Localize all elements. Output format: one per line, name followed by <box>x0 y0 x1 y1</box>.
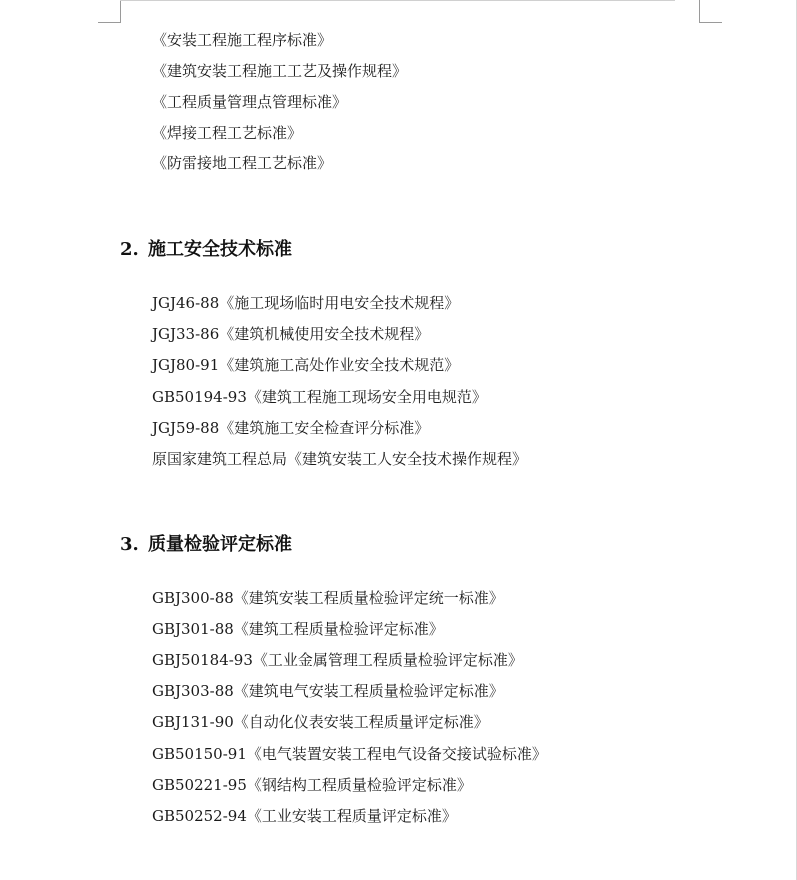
list-item: JGJ59-88《建筑施工安全检查评分标准》 <box>152 419 430 437</box>
section-number: 3. <box>120 534 139 555</box>
list-item: GBJ303-88《建筑电气安装工程质量检验评定标准》 <box>152 682 504 700</box>
list-item: 《建筑安装工程施工工艺及操作规程》 <box>152 62 408 80</box>
list-item: GB50150-91《电气装置安装工程电气设备交接试验标准》 <box>152 745 547 763</box>
crop-mark-right <box>699 0 722 23</box>
list-item: GB50252-94《工业安装工程质量评定标准》 <box>152 807 457 825</box>
list-item: GBJ301-88《建筑工程质量检验评定标准》 <box>152 620 444 638</box>
list-item: GBJ50184-93《工业金属管理工程质量检验评定标准》 <box>152 651 523 669</box>
section-heading-safety <box>120 238 292 262</box>
list-item: JGJ46-88《施工现场临时用电安全技术规程》 <box>152 294 460 312</box>
page-top-rule <box>120 0 675 1</box>
section-number: 2. <box>120 239 139 260</box>
list-item: GB50194-93《建筑工程施工现场安全用电规范》 <box>152 388 487 406</box>
section-heading-quality <box>120 533 292 557</box>
list-item: 原国家建筑工程总局《建筑安装工人安全技术操作规程》 <box>152 450 528 468</box>
list-item: 《工程质量管理点管理标准》 <box>152 93 348 111</box>
list-item: JGJ80-91《建筑施工高处作业安全技术规范》 <box>152 356 460 374</box>
list-item: GB50221-95《钢结构工程质量检验评定标准》 <box>152 776 472 794</box>
list-item: GBJ300-88《建筑安装工程质量检验评定统一标准》 <box>152 589 504 607</box>
list-item: 《安装工程施工程序标准》 <box>152 31 333 49</box>
section-title: 施工安全技术标准 <box>148 239 292 260</box>
section-title: 质量检验评定标准 <box>148 534 292 555</box>
list-item: 《焊接工程工艺标准》 <box>152 124 303 142</box>
list-item: GBJ131-90《自动化仪表安装工程质量评定标准》 <box>152 713 489 731</box>
crop-mark-left <box>98 0 121 23</box>
list-item: 《防雷接地工程工艺标准》 <box>152 154 333 172</box>
list-item: JGJ33-86《建筑机械使用安全技术规程》 <box>152 325 430 343</box>
